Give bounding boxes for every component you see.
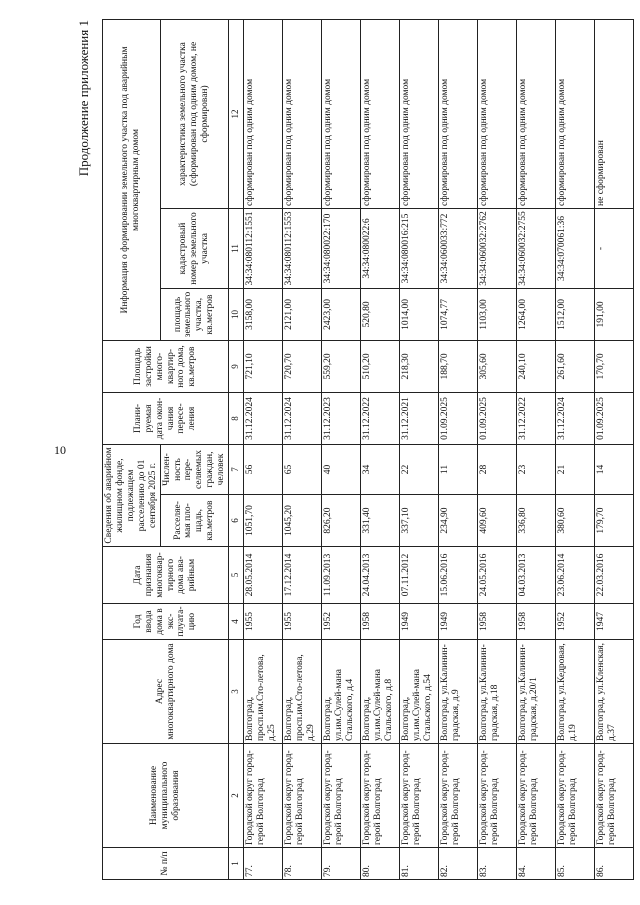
land-status-cell: сформирован под одним домом [283, 19, 322, 208]
table-row [400, 19, 439, 879]
row-number-cell: 85. [556, 848, 595, 880]
building-area-cell: 170,70 [595, 340, 634, 392]
municipality-cell: Городской округ город-герой Волгоград [556, 744, 595, 848]
year-built-cell: 1955 [244, 604, 283, 640]
resettled-people-cell: 11 [439, 444, 478, 494]
building-area-cell: 305,60 [478, 340, 517, 392]
land-status-cell: сформирован под одним домом [400, 19, 439, 208]
emergency-date-cell: 17.12.2014 [283, 547, 322, 604]
row-number-cell: 82. [439, 848, 478, 880]
planned-date-cell: 31.12.2024 [283, 392, 322, 444]
rotated-page [72, 20, 632, 880]
municipality-cell: Городской округ город-герой Волгоград [439, 744, 478, 848]
land-area-cell: 1103,00 [478, 288, 517, 340]
row-number-cell: 84. [517, 848, 556, 880]
land-area-cell: 1074,77 [439, 288, 478, 340]
land-status-cell: сформирован под одним домом [322, 19, 361, 208]
year-built-cell: 1958 [478, 604, 517, 640]
group-header-6-7: Сведения об аварийном жилищном фонде, подлежащем расселению до 01 сентября 2025 г. [103, 444, 161, 546]
row-number-cell: 77. [244, 848, 283, 880]
resettled-people-cell: 21 [556, 444, 595, 494]
emergency-date-cell: 15.06.2016 [439, 547, 478, 604]
cadastral-number-cell: 34:34:080112:1553 [283, 208, 322, 288]
resettled-area-cell: 336,80 [517, 495, 556, 547]
year-built-cell: 1952 [322, 604, 361, 640]
resettled-people-cell: 28 [478, 444, 517, 494]
row-number-cell: 86. [595, 848, 634, 880]
year-built-cell: 1955 [283, 604, 322, 640]
building-area-cell: 510,20 [361, 340, 400, 392]
emergency-date-cell: 23.06.2014 [556, 547, 595, 604]
planned-date-cell: 31.12.2024 [556, 392, 595, 444]
resettled-area-cell: 1045,20 [283, 495, 322, 547]
cadastral-number-cell: 34:34:060032:2762 [478, 208, 517, 288]
municipality-cell: Городской округ город-герой Волгоград [400, 744, 439, 848]
municipality-cell: Городской округ город-герой Волгоград [478, 744, 517, 848]
cadastral-number-cell: - [595, 208, 634, 288]
land-status-cell: не сформирован [595, 19, 634, 208]
cadastral-number-cell: 34:34:080016:215 [400, 208, 439, 288]
building-area-cell: 188,70 [439, 340, 478, 392]
col-header-1: № п/п [103, 848, 229, 880]
land-status-cell: сформирован под одним домом [478, 19, 517, 208]
page-number: 10 [54, 443, 66, 457]
cadastral-number-cell: 34:34:080112:1551 [244, 208, 283, 288]
municipality-cell: Городской округ город-герой Волгоград [244, 744, 283, 848]
year-built-cell: 1949 [400, 604, 439, 640]
land-area-cell: 3158,00 [244, 288, 283, 340]
resettled-people-cell: 40 [322, 444, 361, 494]
emergency-date-cell: 07.11.2012 [400, 547, 439, 604]
address-cell: Волгоград, ул.Калинин-градская, д.20/1 [517, 640, 556, 744]
year-built-cell: 1958 [361, 604, 400, 640]
resettled-area-cell: 331,40 [361, 495, 400, 547]
cadastral-number-cell: 34:34:070061:36 [556, 208, 595, 288]
emergency-date-cell: 22.03.2016 [595, 547, 634, 604]
resettled-area-cell: 380,60 [556, 495, 595, 547]
land-area-cell: 191,00 [595, 288, 634, 340]
address-cell: Волгоград, ул.Кленская, д.37 [595, 640, 634, 744]
building-area-cell: 218,30 [400, 340, 439, 392]
address-cell: Волгоград, ул.Калинин-градская, д.18 [478, 640, 517, 744]
year-built-cell: 1952 [556, 604, 595, 640]
col-number: 11 [229, 208, 244, 288]
address-cell: Волгоград, ул.Калинин-градская, д.9 [439, 640, 478, 744]
row-number-cell: 79. [322, 848, 361, 880]
row-number-cell: 78. [283, 848, 322, 880]
col-number: 5 [229, 547, 244, 604]
year-built-cell: 1958 [517, 604, 556, 640]
col-header-5: Дата признания многоквар-тирного дома ава-рийным [103, 547, 229, 604]
col-header-6: Расселяе-мая пло-щадь, кв.метров [160, 495, 229, 547]
land-area-cell: 2423,00 [322, 288, 361, 340]
municipality-cell: Городской округ город-герой Волгоград [595, 744, 634, 848]
col-header-7: Числен-ность пере-селяемых граждан, человек [160, 444, 229, 494]
municipality-cell: Городской округ город-герой Волгоград [517, 744, 556, 848]
col-header-12: характеристика земельного участка (сформирован под одним домом, не сформирован) [160, 19, 229, 208]
address-cell: Волгоград, ул.им.Сулей-мана Стальского, д.8 [361, 640, 400, 744]
resettled-people-cell: 22 [400, 444, 439, 494]
land-status-cell: сформирован под одним домом [556, 19, 595, 208]
planned-date-cell: 31.12.2021 [400, 392, 439, 444]
land-area-cell: 1264,00 [517, 288, 556, 340]
address-cell: Волгоград, ул.Кедровая, д.19 [556, 640, 595, 744]
resettled-people-cell: 23 [517, 444, 556, 494]
planned-date-cell: 31.12.2023 [322, 392, 361, 444]
col-header-4: Год ввода дома в экс-плуата-цию [103, 604, 229, 640]
planned-date-cell: 01.09.2025 [478, 392, 517, 444]
cadastral-number-cell: 34:34:060033:772 [439, 208, 478, 288]
row-number-cell: 83. [478, 848, 517, 880]
col-number: 4 [229, 604, 244, 640]
municipality-cell: Городской округ город-герой Волгоград [283, 744, 322, 848]
resettled-people-cell: 65 [283, 444, 322, 494]
row-number-cell: 81. [400, 848, 439, 880]
table-row [517, 19, 556, 879]
planned-date-cell: 31.12.2022 [517, 392, 556, 444]
address-cell: Волгоград, ул.им.Сулей-мана Стальского, д.4 [322, 640, 361, 744]
col-number: 12 [229, 19, 244, 208]
col-header-3: Адрес многоквартирного дома [103, 640, 229, 744]
year-built-cell: 1947 [595, 604, 634, 640]
emergency-date-cell: 24.04.2013 [361, 547, 400, 604]
col-number: 1 [229, 848, 244, 880]
resettled-area-cell: 179,70 [595, 495, 634, 547]
resettled-area-cell: 337,10 [400, 495, 439, 547]
col-number: 7 [229, 444, 244, 494]
planned-date-cell: 31.12.2024 [244, 392, 283, 444]
address-cell: Волгоград, ул.им.Сулей-мана Стальского, д.54 [400, 640, 439, 744]
planned-date-cell: 01.09.2025 [439, 392, 478, 444]
header-row-1 [103, 19, 161, 879]
building-area-cell: 721,10 [244, 340, 283, 392]
resettled-area-cell: 409,60 [478, 495, 517, 547]
building-area-cell: 559,20 [322, 340, 361, 392]
planned-date-cell: 01.09.2025 [595, 392, 634, 444]
table-row [595, 19, 634, 879]
table-row [556, 19, 595, 879]
resettled-area-cell: 234,90 [439, 495, 478, 547]
land-status-cell: сформирован под одним домом [244, 19, 283, 208]
building-area-cell: 240,10 [517, 340, 556, 392]
table-row [322, 19, 361, 879]
row-number-cell: 80. [361, 848, 400, 880]
emergency-housing-table [102, 19, 634, 880]
emergency-date-cell: 11.09.2013 [322, 547, 361, 604]
col-header-8: Плани-руемая дата окон-чания пересе-ления [103, 392, 229, 444]
table-row [361, 19, 400, 879]
municipality-cell: Городской округ город-герой Волгоград [361, 744, 400, 848]
emergency-date-cell: 24.05.2016 [478, 547, 517, 604]
land-status-cell: сформирован под одним домом [439, 19, 478, 208]
table-row [244, 19, 283, 879]
cadastral-number-cell: 34:34:080022:6 [361, 208, 400, 288]
land-area-cell: 1512,00 [556, 288, 595, 340]
cadastral-number-cell: 34:34:080022:170 [322, 208, 361, 288]
col-number: 9 [229, 340, 244, 392]
land-status-cell: сформирован под одним домом [517, 19, 556, 208]
col-header-2: Наименование муниципального образования [103, 744, 229, 848]
table-row [283, 19, 322, 879]
col-number: 8 [229, 392, 244, 444]
cadastral-number-cell: 34:34:060032:2755 [517, 208, 556, 288]
year-built-cell: 1949 [439, 604, 478, 640]
resettled-people-cell: 34 [361, 444, 400, 494]
continuation-label: Продолжение приложения 1 [76, 20, 91, 177]
emergency-date-cell: 28.05.2014 [244, 547, 283, 604]
column-number-row [229, 19, 244, 879]
planned-date-cell: 31.12.2022 [361, 392, 400, 444]
address-cell: Волгоград, просп.им.Сто-летова, д.29 [283, 640, 322, 744]
col-number: 6 [229, 495, 244, 547]
col-number: 2 [229, 744, 244, 848]
group-header-10-12: Информация о формировании земельного участка под аварийным многоквартирным домом [103, 19, 161, 340]
address-cell: Волгоград, просп.им.Сто-летова, д.25 [244, 640, 283, 744]
land-area-cell: 2121,00 [283, 288, 322, 340]
col-header-11: кадастровый номер земельного участка [160, 208, 229, 288]
col-number: 3 [229, 640, 244, 744]
land-area-cell: 1014,00 [400, 288, 439, 340]
land-status-cell: сформирован под одним домом [361, 19, 400, 208]
resettled-area-cell: 1051,70 [244, 495, 283, 547]
resettled-people-cell: 56 [244, 444, 283, 494]
col-header-10: площадь земельного участка, кв.метров [160, 288, 229, 340]
table-row [478, 19, 517, 879]
col-header-9: Площадь застройки много-квартир-ного дома, кв.метров [103, 340, 229, 392]
resettled-people-cell: 14 [595, 444, 634, 494]
building-area-cell: 261,60 [556, 340, 595, 392]
building-area-cell: 720,70 [283, 340, 322, 392]
emergency-date-cell: 04.03.2013 [517, 547, 556, 604]
land-area-cell: 520,80 [361, 288, 400, 340]
table-row [439, 19, 478, 879]
resettled-area-cell: 826,20 [322, 495, 361, 547]
municipality-cell: Городской округ город-герой Волгоград [322, 744, 361, 848]
col-number: 10 [229, 288, 244, 340]
